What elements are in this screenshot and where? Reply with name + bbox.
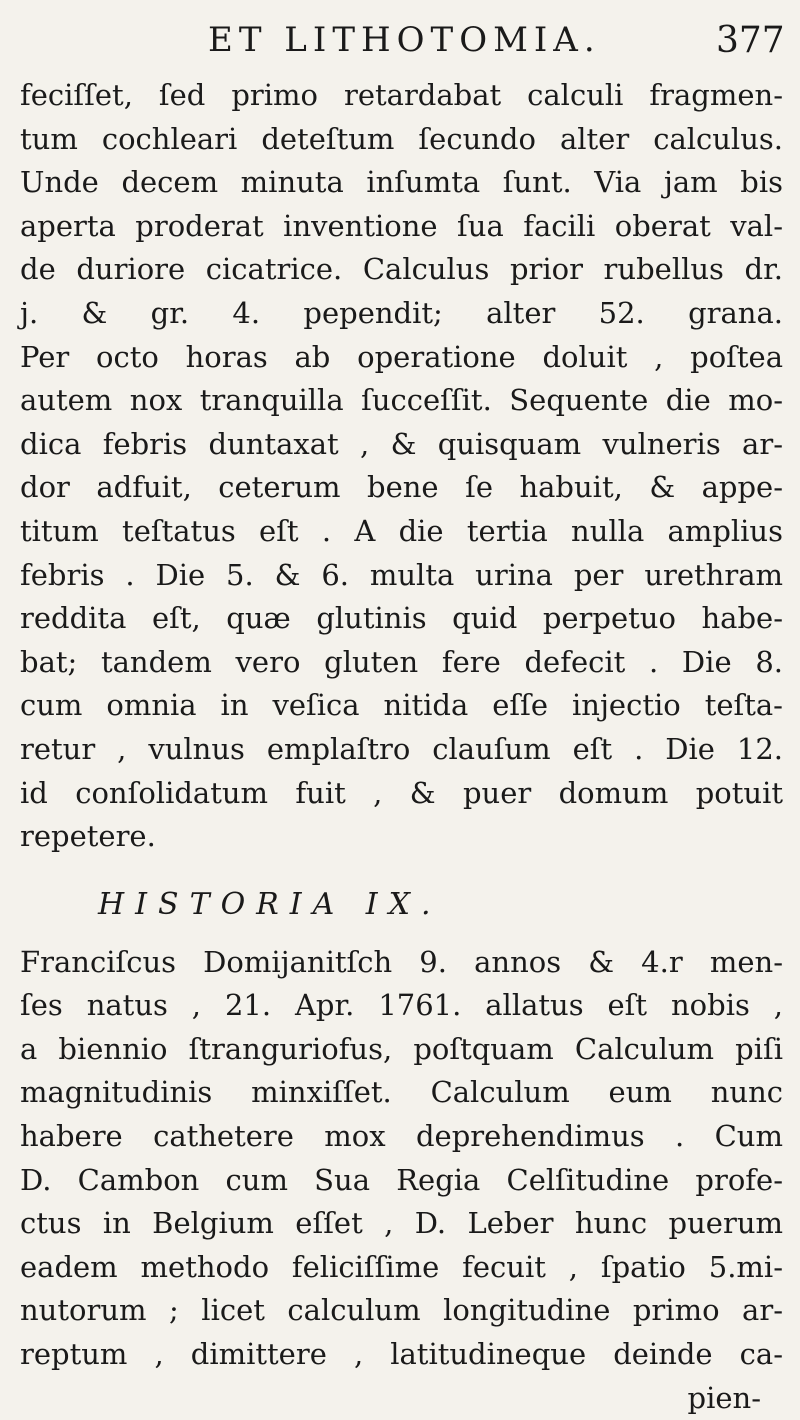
- text-line: ſes natus , 21. Apr. 1761. allatus eſt nobis ,: [20, 988, 783, 1023]
- body-text: [20, 74, 783, 1420]
- text-line: dica febris duntaxat , & quisquam vulneris ar-: [20, 426, 783, 461]
- section-heading: HISTORIA IX.: [98, 886, 442, 922]
- text-line: tum cochleari deteſtum ſecundo alter calculus.: [20, 121, 783, 156]
- page-number: 377: [716, 20, 785, 61]
- running-title: ET LITHOTOMIA.: [208, 20, 601, 60]
- running-head: [0, 14, 800, 70]
- catchword: pien-: [687, 1380, 761, 1415]
- text-line: Franciſcus Domijanitſch 9. annos & 4.r men-: [20, 944, 783, 979]
- text-line: D. Cambon cum Sua Regia Celſitudine profe-: [20, 1162, 783, 1197]
- text-line: reptum , dimittere , latitudineque deinde ca-: [20, 1337, 783, 1372]
- text-line: aperta proderat inventione ſua facili oberat val-: [20, 208, 783, 243]
- text-line: Unde decem minuta inſumta ſunt. Via jam bis: [20, 165, 783, 200]
- text-line: habere cathetere mox deprehendimus . Cum: [20, 1119, 783, 1154]
- paragraph-historia-ix: [20, 941, 783, 1377]
- text-line: a biennio ſtranguriofus, poſtquam Calculum piſi: [20, 1031, 783, 1066]
- text-line: eadem methodo feliciſſime fecuit , ſpatio 5.mi-: [20, 1249, 783, 1284]
- paragraph-case-conclusion: [20, 74, 783, 859]
- text-line: j. & gr. 4. pependit; alter 52. grana.: [20, 295, 783, 330]
- text-line: cum omnia in veſica nitida eſſe injectio teſta-: [20, 688, 783, 723]
- text-line: id conſolidatum fuit , & puer domum potuit: [20, 775, 783, 810]
- text-line: repetere.: [20, 819, 156, 854]
- text-line: autem nox tranquilla ſucceſſit. Sequente die mo-: [20, 383, 783, 418]
- text-line: reddita eſt, quæ glutinis quid perpetuo habe-: [20, 601, 783, 636]
- text-line: dor adfuit, ceterum bene ſe habuit, & appe-: [20, 470, 783, 505]
- text-line: de duriore cicatrice. Calculus prior rubellus dr.: [20, 252, 783, 287]
- text-line: magnitudinis minxiſſet. Calculum eum nunc: [20, 1075, 783, 1110]
- text-line: bat; tandem vero gluten fere defecit . Die 8.: [20, 644, 783, 679]
- text-line: nutorum ; licet calculum longitudine primo ar-: [20, 1293, 783, 1328]
- text-line: Per octo horas ab operatione doluit , poſtea: [20, 339, 783, 374]
- text-line: titum teſtatus eſt . A die tertia nulla amplius: [20, 513, 783, 548]
- text-line: febris . Die 5. & 6. multa urina per urethram: [20, 557, 783, 592]
- text-line: feciſſet, ſed primo retardabat calculi fragmen-: [20, 78, 783, 112]
- text-line: ctus in Belgium eſſet , D. Leber hunc puerum: [20, 1206, 783, 1241]
- text-line: retur , vulnus emplaſtro clauſum eſt . Die 12.: [20, 731, 783, 766]
